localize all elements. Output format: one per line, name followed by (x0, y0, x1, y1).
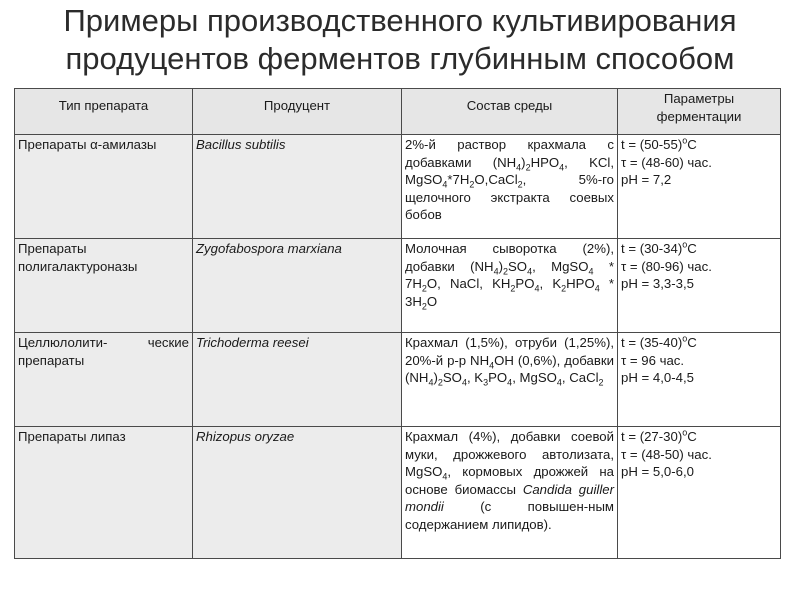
param-ph: pH = 3,3-3,5 (621, 276, 694, 291)
param-temperature: $t = (50-55)^oC$ (621, 135, 697, 152)
header-medium: Состав среды (402, 89, 618, 135)
table-header-row (15, 89, 781, 135)
header-params: Параметры ферментации (618, 89, 781, 135)
table-row (15, 239, 781, 333)
cell-producer: Zygofabospora marxiana (193, 239, 402, 333)
param-time: τ = (48-60) час. (621, 154, 712, 170)
cell-producer: Trichoderma reesei (193, 333, 402, 427)
cell-producer: Rhizopus oryzae (193, 427, 402, 559)
header-producer: Продуцент (193, 89, 402, 135)
param-temperature: $t = (30-34)^oC$ (621, 239, 697, 256)
table-row (15, 427, 781, 559)
param-ph: pH = 7,2 (621, 172, 672, 187)
cell-type: Препараты полигалактуроназы (15, 239, 193, 333)
cell-medium: Крахмал (4%), добавки соевой муки, дрожжевого автолизата, MgSO$_4$, кормовых дрожжей на основе биомассы Candida guiller mondii (с повышен-ным содержанием липидов). (402, 427, 618, 559)
param-temperature: $t = (27-30)^oC$ (621, 427, 697, 444)
table-row (15, 135, 781, 239)
cell-params (618, 135, 781, 239)
enzymes-table (14, 88, 781, 559)
param-time: τ = 96 час. (621, 352, 685, 368)
table-row (15, 333, 781, 427)
title-line-1: Примеры производственного культивирования (63, 3, 737, 38)
cell-medium: Молочная сыворотка (2%), добавки $(NH_4)_2SO_4$, MgSO$_4$ * $7H_2O$, NaCl, $KH_2PO_4$, $K_2HPO_4 * 3H_2O$ (402, 239, 618, 333)
param-ph: pH = 5,0-6,0 (621, 464, 694, 479)
cell-params (618, 239, 781, 333)
cell-params (618, 427, 781, 559)
param-time: τ = (48-50) час. (621, 446, 712, 462)
cell-medium: 2%-й раствор крахмала с добавками $(NH_4)_2HPO_4$, KCl, $MgSO_4*7H_2O,CaCl_2$, 5%-го щелочного экстракта соевых бобов (402, 135, 618, 239)
page-title (0, 0, 800, 78)
title-line-2: продуцентов ферментов глубинным способом (65, 41, 735, 76)
cell-medium: Крахмал (1,5%), отруби (1,25%), 20%-й р-р $NH_4OH$ (0,6%), добавки $(NH_4)_2SO_4$, $K_3PO_4$, MgSO$_4$, CaCl$_2$ (402, 333, 618, 427)
cell-params (618, 333, 781, 427)
cell-producer: Bacillus subtilis (193, 135, 402, 239)
param-time: τ = (80-96) час. (621, 258, 712, 274)
cell-type: Целлюлолити- ческие препараты (15, 333, 193, 427)
param-temperature: $t = (35-40)^oC$ (621, 333, 697, 350)
cell-type: Препараты α-амилазы (15, 135, 193, 239)
header-type: Тип препарата (15, 89, 193, 135)
cell-type: Препараты липаз (15, 427, 193, 559)
param-ph: pH = 4,0-4,5 (621, 370, 694, 385)
